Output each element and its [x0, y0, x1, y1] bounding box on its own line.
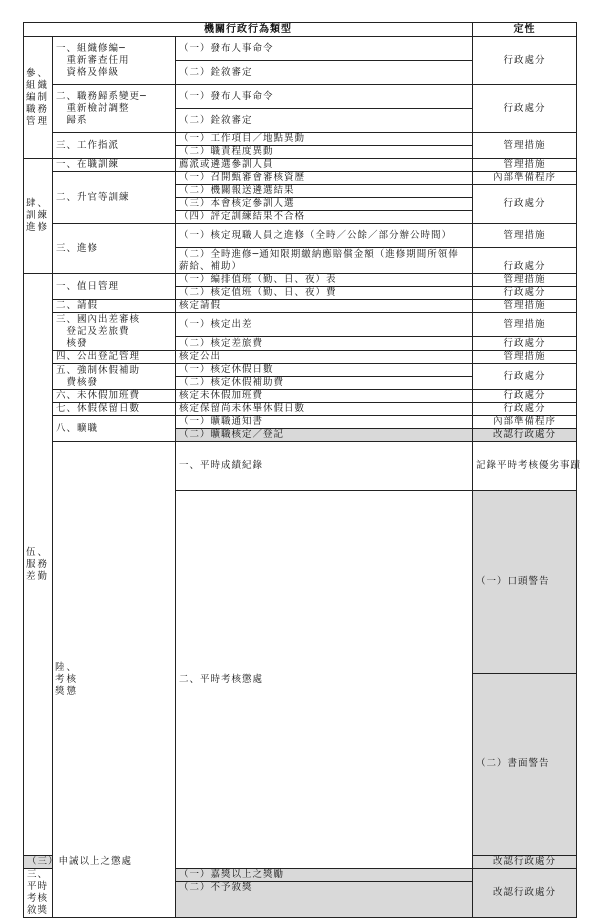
- c5-item-5a: （一）核定休假日數: [176, 364, 473, 377]
- c6-item-3a: （一）嘉獎以上之獎勵: [176, 869, 473, 882]
- c4-item-3a: （一）核定現職人員之進修（全時／公餘／部分辦公時間）: [176, 224, 473, 248]
- c3-item-1-nature: 行政處分: [473, 37, 577, 85]
- c3-item-2b: （二）銓敘審定: [176, 109, 473, 133]
- header-nature: 定性: [473, 23, 577, 37]
- c4-item-3b: （二）全時進修─通知限期繳納應賠償金額（進修期間所領俸薪給、補助）: [176, 248, 473, 274]
- c5-item-4a: 核定公出: [176, 351, 473, 364]
- c6-item-2: 二、平時考核懲處: [176, 491, 473, 869]
- classification-table: [23, 22, 582, 918]
- c4-item-1: 一、在職訓練: [53, 159, 176, 172]
- c6-item-1: 一、平時成績紀錄: [176, 442, 473, 491]
- category-4-label: 肆、 訓練 進修: [24, 159, 53, 274]
- c5-item-2-nature: 管理措施: [473, 300, 577, 313]
- c5-item-7-nature: 行政處分: [473, 403, 577, 416]
- category-5-label: 伍、 服務 差勤: [24, 274, 53, 856]
- c4-item-1-nature: 管理措施: [473, 159, 577, 172]
- c5-item-4-nature: 管理措施: [473, 351, 577, 364]
- header-type: 機關行政行為類型: [24, 23, 473, 37]
- c6-item-3b: （二）不予敘獎: [176, 882, 473, 918]
- c5-item-1a-nature: 管理措施: [473, 274, 577, 287]
- c5-item-5: 五、強制休假補助 費核發: [53, 364, 176, 390]
- c5-item-1b: （二）核定值班（勤、日、夜）費: [176, 287, 473, 300]
- c5-item-6: 六、未休假加班費: [53, 390, 176, 403]
- c4-item-2: 二、升官等訓練: [53, 172, 176, 224]
- c5-item-8: 八、曠職: [53, 416, 176, 442]
- c5-item-1b-nature: 行政處分: [473, 287, 577, 300]
- c6-item-2a: （一）口頭警告: [473, 491, 577, 674]
- c5-item-1a: （一）編排值班（勤、日、夜）表: [176, 274, 473, 287]
- c4-item-3: 三、進修: [53, 224, 176, 274]
- c6-item-1a: 記錄平時考核優劣事蹟: [473, 442, 577, 491]
- c5-item-8a: （一）曠職通知書: [176, 416, 473, 429]
- c3-item-1b: （二）銓敘審定: [176, 61, 473, 85]
- c5-item-2: 二、請假: [53, 300, 176, 313]
- c6-item-2c-nature: 改認行政處分: [473, 856, 577, 869]
- c3-item-2-nature: 行政處分: [473, 85, 577, 133]
- c4-item-2a-nature: 內部準備程序: [473, 172, 577, 185]
- c6-item-3: 三、平時考核敘獎: [24, 869, 53, 918]
- c5-item-2a: 核定請假: [176, 300, 473, 313]
- c4-item-2d: （四）評定訓練結果不合格: [176, 211, 473, 224]
- c5-item-6-nature: 行政處分: [473, 390, 577, 403]
- c4-item-3a-nature: 管理措施: [473, 224, 577, 248]
- c4-item-3b-nature: 行政處分: [473, 248, 577, 274]
- c4-item-2-nature: 行政處分: [473, 185, 577, 224]
- c5-item-1: 一、值日管理: [53, 274, 176, 300]
- c3-item-2: 二、職務歸系變更─ 重新檢討調整 歸系: [53, 85, 176, 133]
- c4-item-2a: （一）召開甄審會審核資歷: [176, 172, 473, 185]
- c5-item-7: 七、休假保留日數: [53, 403, 176, 416]
- c5-item-6a: 核定未休假加班費: [176, 390, 473, 403]
- category-6-label: 陸、 考核 獎懲: [53, 442, 176, 918]
- c5-item-8a-nature: 內部準備程序: [473, 416, 577, 429]
- c3-item-1a: （一）發布人事命令: [176, 37, 473, 61]
- c5-item-3a-nature: 管理措施: [473, 313, 577, 337]
- c5-item-3: 三、國內出差審核 登記及差旅費 核發: [53, 313, 176, 351]
- c4-item-2c: （三）本會核定參訓人選: [176, 198, 473, 211]
- c5-item-7a: 核定保留尚未休畢休假日數: [176, 403, 473, 416]
- c4-item-2b: （二）機關報送遴選結果: [176, 185, 473, 198]
- c5-item-3b: （二）核定差旅費: [176, 337, 473, 351]
- c3-item-3b: （二）職責程度異動: [176, 146, 473, 159]
- c3-item-3-nature: 管理措施: [473, 133, 577, 159]
- c5-item-3b-nature: 行政處分: [473, 337, 577, 351]
- category-3-label: 參、 組織 編制 職務 管理: [24, 37, 53, 159]
- c4-item-1a: 薦派或遴選參訓人員: [176, 159, 473, 172]
- c5-item-4: 四、公出登記管理: [53, 351, 176, 364]
- c5-item-5-nature: 行政處分: [473, 364, 577, 390]
- c6-item-3-nature: 改認行政處分: [473, 869, 577, 918]
- c3-item-3a: （一）工作項目／地點異動: [176, 133, 473, 146]
- c6-item-2b: （二）書面警告: [473, 673, 577, 856]
- c5-item-8b: （二）曠職核定／登記: [176, 429, 473, 442]
- c3-item-2a: （一）發布人事命令: [176, 85, 473, 109]
- c5-item-5b: （二）核定休假補助費: [176, 377, 473, 390]
- c3-item-3: 三、工作指派: [53, 133, 176, 159]
- c5-item-3a: （一）核定出差: [176, 313, 473, 337]
- c3-item-1: 一、組織修編─ 重新審查任用 資格及俸級: [53, 37, 176, 85]
- c5-item-8b-nature: 改認行政處分: [473, 429, 577, 442]
- c6-item-2c: （三）申誡以上之懲處: [24, 856, 53, 869]
